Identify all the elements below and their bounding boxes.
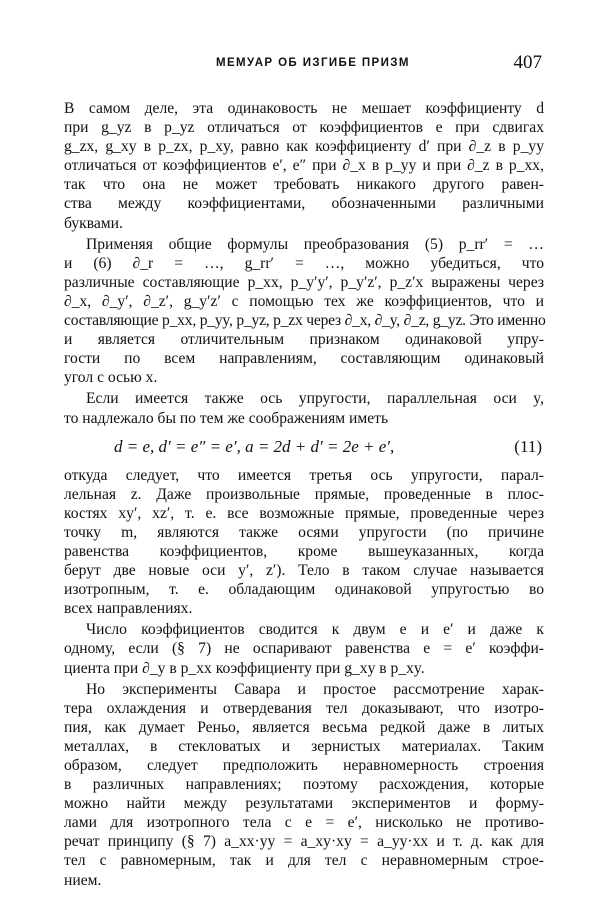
text-line: лами для изотропного тела с e = e′, нисколько не противо- — [64, 814, 544, 832]
text-line: откуда следует, что имеется третья ось упругости, парал- — [64, 466, 544, 484]
text-line: В самом деле, эта одинаковость не мешает коэффициенту d — [64, 100, 544, 117]
text-line: изотропным, т. е. обладающим одинаковой упругостью во — [64, 581, 544, 599]
text-line: отличаться от коэффициентов e′, e″ при ∂_x в p_yy и при ∂_z в p_xx, — [64, 157, 544, 175]
text-line: в различных направлениях; поэтому расхождения, которые — [64, 776, 544, 794]
paragraph — [64, 99, 544, 233]
text-line: g_zx, g_xy в p_zx, p_xy, равно как коэффициенту d′ при ∂_z в p_yy — [64, 138, 544, 156]
text-line: Если имеется также ось упругости, параллельная оси y, — [86, 390, 544, 408]
page-number: 407 — [513, 52, 542, 73]
equation-expression: d = e, d′ = e″ = e′, a = 2d + d′ = 2e + e′, — [114, 436, 395, 456]
text-line: при g_yz в p_yz отличаться от коэффициентов e при сдвигах — [64, 119, 544, 137]
text-line: то надлежало бы по тем же соображениям иметь — [64, 409, 389, 427]
body-text — [64, 99, 544, 890]
text-line: точку m, являются также осями упругости (по причине — [64, 523, 544, 541]
text-line: равенства коэффициентов, кроме вышеуказанных, когда — [64, 542, 544, 560]
text-line: составляющие p_xx, p_yy, p_yz, p_zx через ∂_x, ∂_y, ∂_z, g_yz. Это именно — [64, 312, 546, 330]
equation-11 — [64, 432, 544, 462]
text-line: и является отличительным признаком одинаковой упру- — [64, 331, 544, 349]
text-line: Применяя общие формулы преобразования (5) p_rr′ = … — [86, 235, 544, 253]
text-line: берут две новые оси y′, z′). Тело в таком случае называется — [64, 562, 544, 580]
text-line: ства между коэффициентами, обозначенными различными — [64, 195, 544, 213]
text-line: Число коэффициентов сводится к двум e и e′ и даже к — [86, 621, 544, 639]
text-line: Но эксперименты Савара и простое рассмотрение харак- — [86, 680, 544, 698]
text-line: тел с равномерным, так и для тел с неравномерным строе- — [64, 852, 544, 870]
text-line: гости по всем направлениям, составляющим одинаковый — [64, 350, 544, 368]
paragraph — [64, 432, 544, 619]
text-line: металлах, в стекловатых и зернистых материалах. Таким — [64, 737, 544, 755]
paragraph — [64, 389, 544, 427]
text-line: костях xy′, xz′, т. е. все возможные прямые, проведенные через — [64, 504, 544, 522]
text-line: пия, как думает Реньо, является весьма редкой даже в литых — [64, 718, 544, 736]
equation-number: (11) — [514, 436, 542, 456]
text-line: тера охлаждения и отвердевания тел доказывают, что изотро- — [64, 699, 544, 717]
page-header — [64, 52, 544, 80]
paragraph — [64, 620, 544, 677]
text-line: угол с осью x. — [64, 369, 158, 387]
text-line: одному, если (§ 7) не оспаривают равенства e = e′ коэффи- — [64, 640, 544, 658]
paragraph — [64, 235, 544, 388]
text-line: лельная z. Даже произвольные прямые, проведенные в плос- — [64, 485, 544, 503]
text-line: можно найти между результатами экспериментов и форму- — [64, 795, 544, 813]
text-line: различные составляющие p_xx, p_y′y′, p_y′z′, p_z′x выражены через — [64, 273, 544, 291]
text-line: нием. — [64, 871, 102, 889]
text-line: и (6) ∂_r = …, g_rr′ = …, можно убедиться, что — [64, 254, 544, 272]
text-line: речат принципу (§ 7) a_xx·yy = a_xy·xy = a_yy·xx и т. д. как для — [64, 833, 544, 851]
text-line: образом, следует предположить неравномерность строения — [64, 757, 544, 774]
running-title: МЕМУАР ОБ ИЗГИБЕ ПРИЗМ — [216, 57, 410, 69]
text-line: всех направлениях. — [64, 600, 193, 618]
text-line: так что она не может требовать никакого другого равен- — [64, 176, 544, 194]
text-line: циента при ∂_y в p_xx коэффициенту при g_xy в p_xy. — [64, 659, 425, 677]
text-line: буквами. — [64, 214, 123, 232]
paragraph — [64, 680, 544, 890]
text-line: ∂_x, ∂_y′, ∂_z′, g_y′z′ с помощью тех же коэффициентов, что и — [64, 292, 544, 310]
